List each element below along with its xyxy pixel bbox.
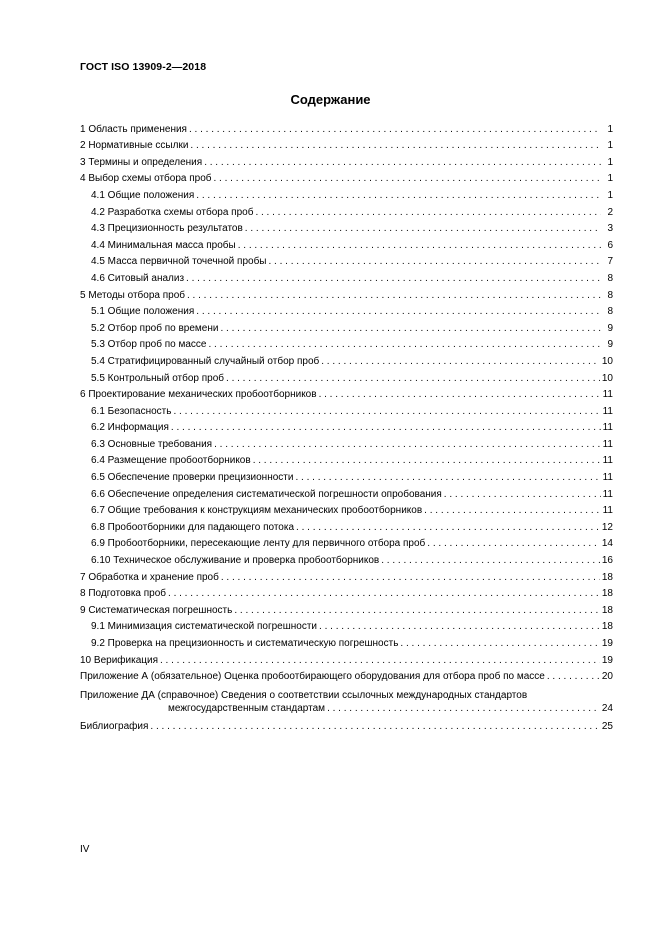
toc-entry-label: 5 Методы отбора проб [80,289,185,301]
toc-entry[interactable] [80,235,613,252]
toc-entry[interactable] [80,451,613,468]
toc-entry-page: 11 [602,389,613,401]
toc-entry-label: 5.1 Общие положения [91,306,195,318]
toc-entry[interactable] [80,434,613,451]
toc-entry-page: 2 [607,206,613,218]
toc-entry[interactable] [80,351,613,368]
dot-leader [173,405,600,418]
table-of-contents [80,119,613,733]
page-number: IV [80,844,90,855]
toc-entry-label-continued: межгосударственным стандартам [168,703,326,715]
toc-entry-page: 11 [602,488,613,500]
dot-leader [220,322,601,335]
toc-entry[interactable] [80,385,613,402]
dot-leader [190,139,601,152]
dot-leader [204,156,601,169]
toc-entry[interactable] [80,584,613,601]
toc-entry-label: 4.6 Ситовый анализ [91,272,185,284]
toc-entry[interactable] [80,302,613,319]
dot-leader [245,222,601,235]
toc-entry-label: 5.5 Контрольный отбор проб [91,372,225,384]
toc-entry-page: 8 [607,272,613,284]
toc-entry[interactable] [80,335,613,352]
toc-entry-page: 25 [601,720,613,732]
toc-entry-label: 5.3 Отбор проб по массе [91,339,207,351]
toc-entry[interactable] [80,633,613,650]
toc-entry-label: 2 Нормативные ссылки [80,140,189,152]
toc-entry[interactable] [80,617,613,634]
toc-entry-label: 8 Подготовка проб [80,588,167,600]
toc-entry-label: 6.4 Размещение пробоотборников [91,455,251,467]
toc-entry-page: 19 [601,654,613,666]
toc-entry[interactable] [80,252,613,269]
toc-entry-label: 9 Систематическая погрешность [80,604,233,616]
toc-entry-label: 9.2 Проверка на прецизионность и систематическую погрешность [91,638,399,649]
dot-leader [427,537,600,550]
toc-entry[interactable] [80,136,613,153]
dot-leader [186,272,601,285]
toc-entry[interactable] [80,517,613,534]
toc-entry-label: 6.2 Информация [91,422,169,434]
dot-leader [196,189,601,202]
dot-leader [150,720,599,733]
toc-entry-page: 11 [602,422,613,434]
toc-entry[interactable] [80,550,613,567]
toc-entry-page: 3 [607,223,613,235]
dot-leader [268,255,601,268]
toc-entry-page: 11 [602,455,613,467]
dot-leader [444,488,601,501]
toc-entry-label: 4.2 Разработка схемы отбора проб [91,206,254,218]
toc-entry-page: 19 [601,638,613,649]
dot-leader [226,372,600,385]
dot-leader [234,604,600,617]
dot-leader [238,239,601,252]
toc-entry-label: Библиография [80,720,149,732]
toc-entry[interactable] [80,418,613,435]
toc-entry-page: 11 [602,472,613,484]
toc-entry-label: 6.8 Пробоотборники для падающего потока [91,521,295,533]
dot-leader [424,504,600,517]
toc-entry-label: 6.9 Пробоотборники, пересекающие ленту для первичного отбора проб [91,538,426,550]
toc-entry-page: 1 [607,173,613,185]
dot-leader [221,571,600,584]
toc-entry[interactable] [80,185,613,202]
toc-entry-page: 8 [607,306,613,318]
toc-entry-label: 4.4 Минимальная масса пробы [91,239,236,251]
toc-entry-page: 7 [607,256,613,268]
toc-entry-page: 6 [607,239,613,251]
toc-entry-label: Приложение ДА (справочное) Сведения о соответствии ссылочных международных стандартов [80,690,528,702]
toc-entry-label: 6.1 Безопасность [91,405,172,417]
toc-entry[interactable] [80,667,613,684]
toc-entry-label: 6.6 Обеспечение определения систематической погрешности опробования [91,488,442,500]
dot-leader [187,289,601,302]
dot-leader [295,471,600,484]
toc-entry[interactable] [80,318,613,335]
toc-entry-page: 12 [601,521,613,533]
toc-entry-label: 5.2 Отбор проб по времени [91,322,219,334]
dot-leader [321,355,600,368]
toc-entry[interactable] [80,169,613,186]
toc-entry[interactable] [80,202,613,219]
toc-entry-page: 10 [601,372,613,384]
toc-entry[interactable] [80,368,613,385]
toc-entry-bibliography[interactable] [80,716,613,733]
toc-entry-label: 6.5 Обеспечение проверки прецизионности [91,472,294,484]
toc-entry-page: 24 [601,703,613,715]
dot-leader [327,702,600,715]
toc-entry-label: 1 Область применения [80,123,187,135]
toc-entry-page: 9 [607,339,613,351]
toc-entry-page: 1 [607,156,613,168]
toc-entry-label: 6 Проектирование механических пробоотборников [80,389,317,401]
dot-leader [547,670,600,683]
toc-entry[interactable] [80,268,613,285]
toc-entry[interactable] [80,600,613,617]
toc-entry-page: 11 [602,405,613,417]
dot-leader [214,172,602,185]
dot-leader [189,123,601,136]
dot-leader [381,554,600,567]
toc-entry-label: 4.3 Прецизионность результатов [91,223,243,235]
toc-entry[interactable] [80,501,613,518]
toc-entry-label: 9.1 Минимизация систематической погрешности [91,621,318,633]
toc-entry-page: 20 [601,671,613,683]
dot-leader [160,654,600,667]
toc-entry-label: 4.5 Масса первичной точечной пробы [91,256,267,268]
dot-leader [296,521,600,534]
toc-entry-page: 1 [607,189,613,201]
toc-entry-page: 18 [601,621,613,633]
toc-entry-label: 6.3 Основные требования [91,438,213,450]
toc-entry-label: 6.10 Техническое обслуживание и проверка пробоотборников [91,555,380,567]
toc-entry[interactable] [80,285,613,302]
toc-entry-page: 9 [607,322,613,334]
toc-entry[interactable] [80,567,613,584]
dot-leader [208,338,601,351]
toc-entry[interactable] [80,219,613,236]
dot-leader [319,388,601,401]
dot-leader [171,421,601,434]
toc-entry-page: 10 [601,355,613,367]
toc-entry[interactable] [80,467,613,484]
page-title: Содержание [290,92,371,107]
toc-entry-page: 14 [601,538,613,550]
dot-leader [255,206,601,219]
toc-entry[interactable] [80,152,613,169]
dot-leader [319,620,600,633]
toc-entry-page: 16 [601,555,613,567]
toc-entry-label: Приложение А (обязательное) Оценка пробоотбирающего оборудования для отбора проб по массе [80,671,545,683]
toc-entry[interactable] [80,534,613,551]
toc-entry-page: 11 [602,438,613,450]
toc-entry[interactable] [80,119,613,136]
toc-entry-label: 4.1 Общие положения [91,189,195,201]
document-code: ГОСТ ISO 13909-2—2018 [80,61,207,73]
toc-entry-page: 1 [607,123,613,135]
toc-entry-label: 3 Термины и определения [80,156,203,168]
toc-entry-page: 8 [607,289,613,301]
toc-entry-label: 6.7 Общие требования к конструкциям механических пробоотборников [91,505,423,517]
dot-leader [196,305,601,318]
dot-leader [168,587,600,600]
toc-entry-page: 18 [601,604,613,616]
toc-entry[interactable] [80,484,613,501]
toc-entry-label: 7 Обработка и хранение проб [80,571,219,583]
toc-entry-page: 11 [602,505,613,517]
dot-leader [400,637,599,650]
toc-entry[interactable] [80,401,613,418]
dot-leader [214,438,601,451]
toc-entry-page: 18 [601,571,613,583]
toc-entry-page: 18 [601,588,613,600]
toc-entry[interactable] [80,650,613,667]
toc-entry-label: 4 Выбор схемы отбора проб [80,173,212,185]
toc-entry-appendix-da[interactable] [80,689,613,715]
toc-entry-label: 10 Верификация [80,654,158,666]
dot-leader [253,454,601,467]
toc-entry-label: 5.4 Стратифицированный случайный отбор проб [91,355,320,367]
toc-entry-page: 1 [607,140,613,152]
